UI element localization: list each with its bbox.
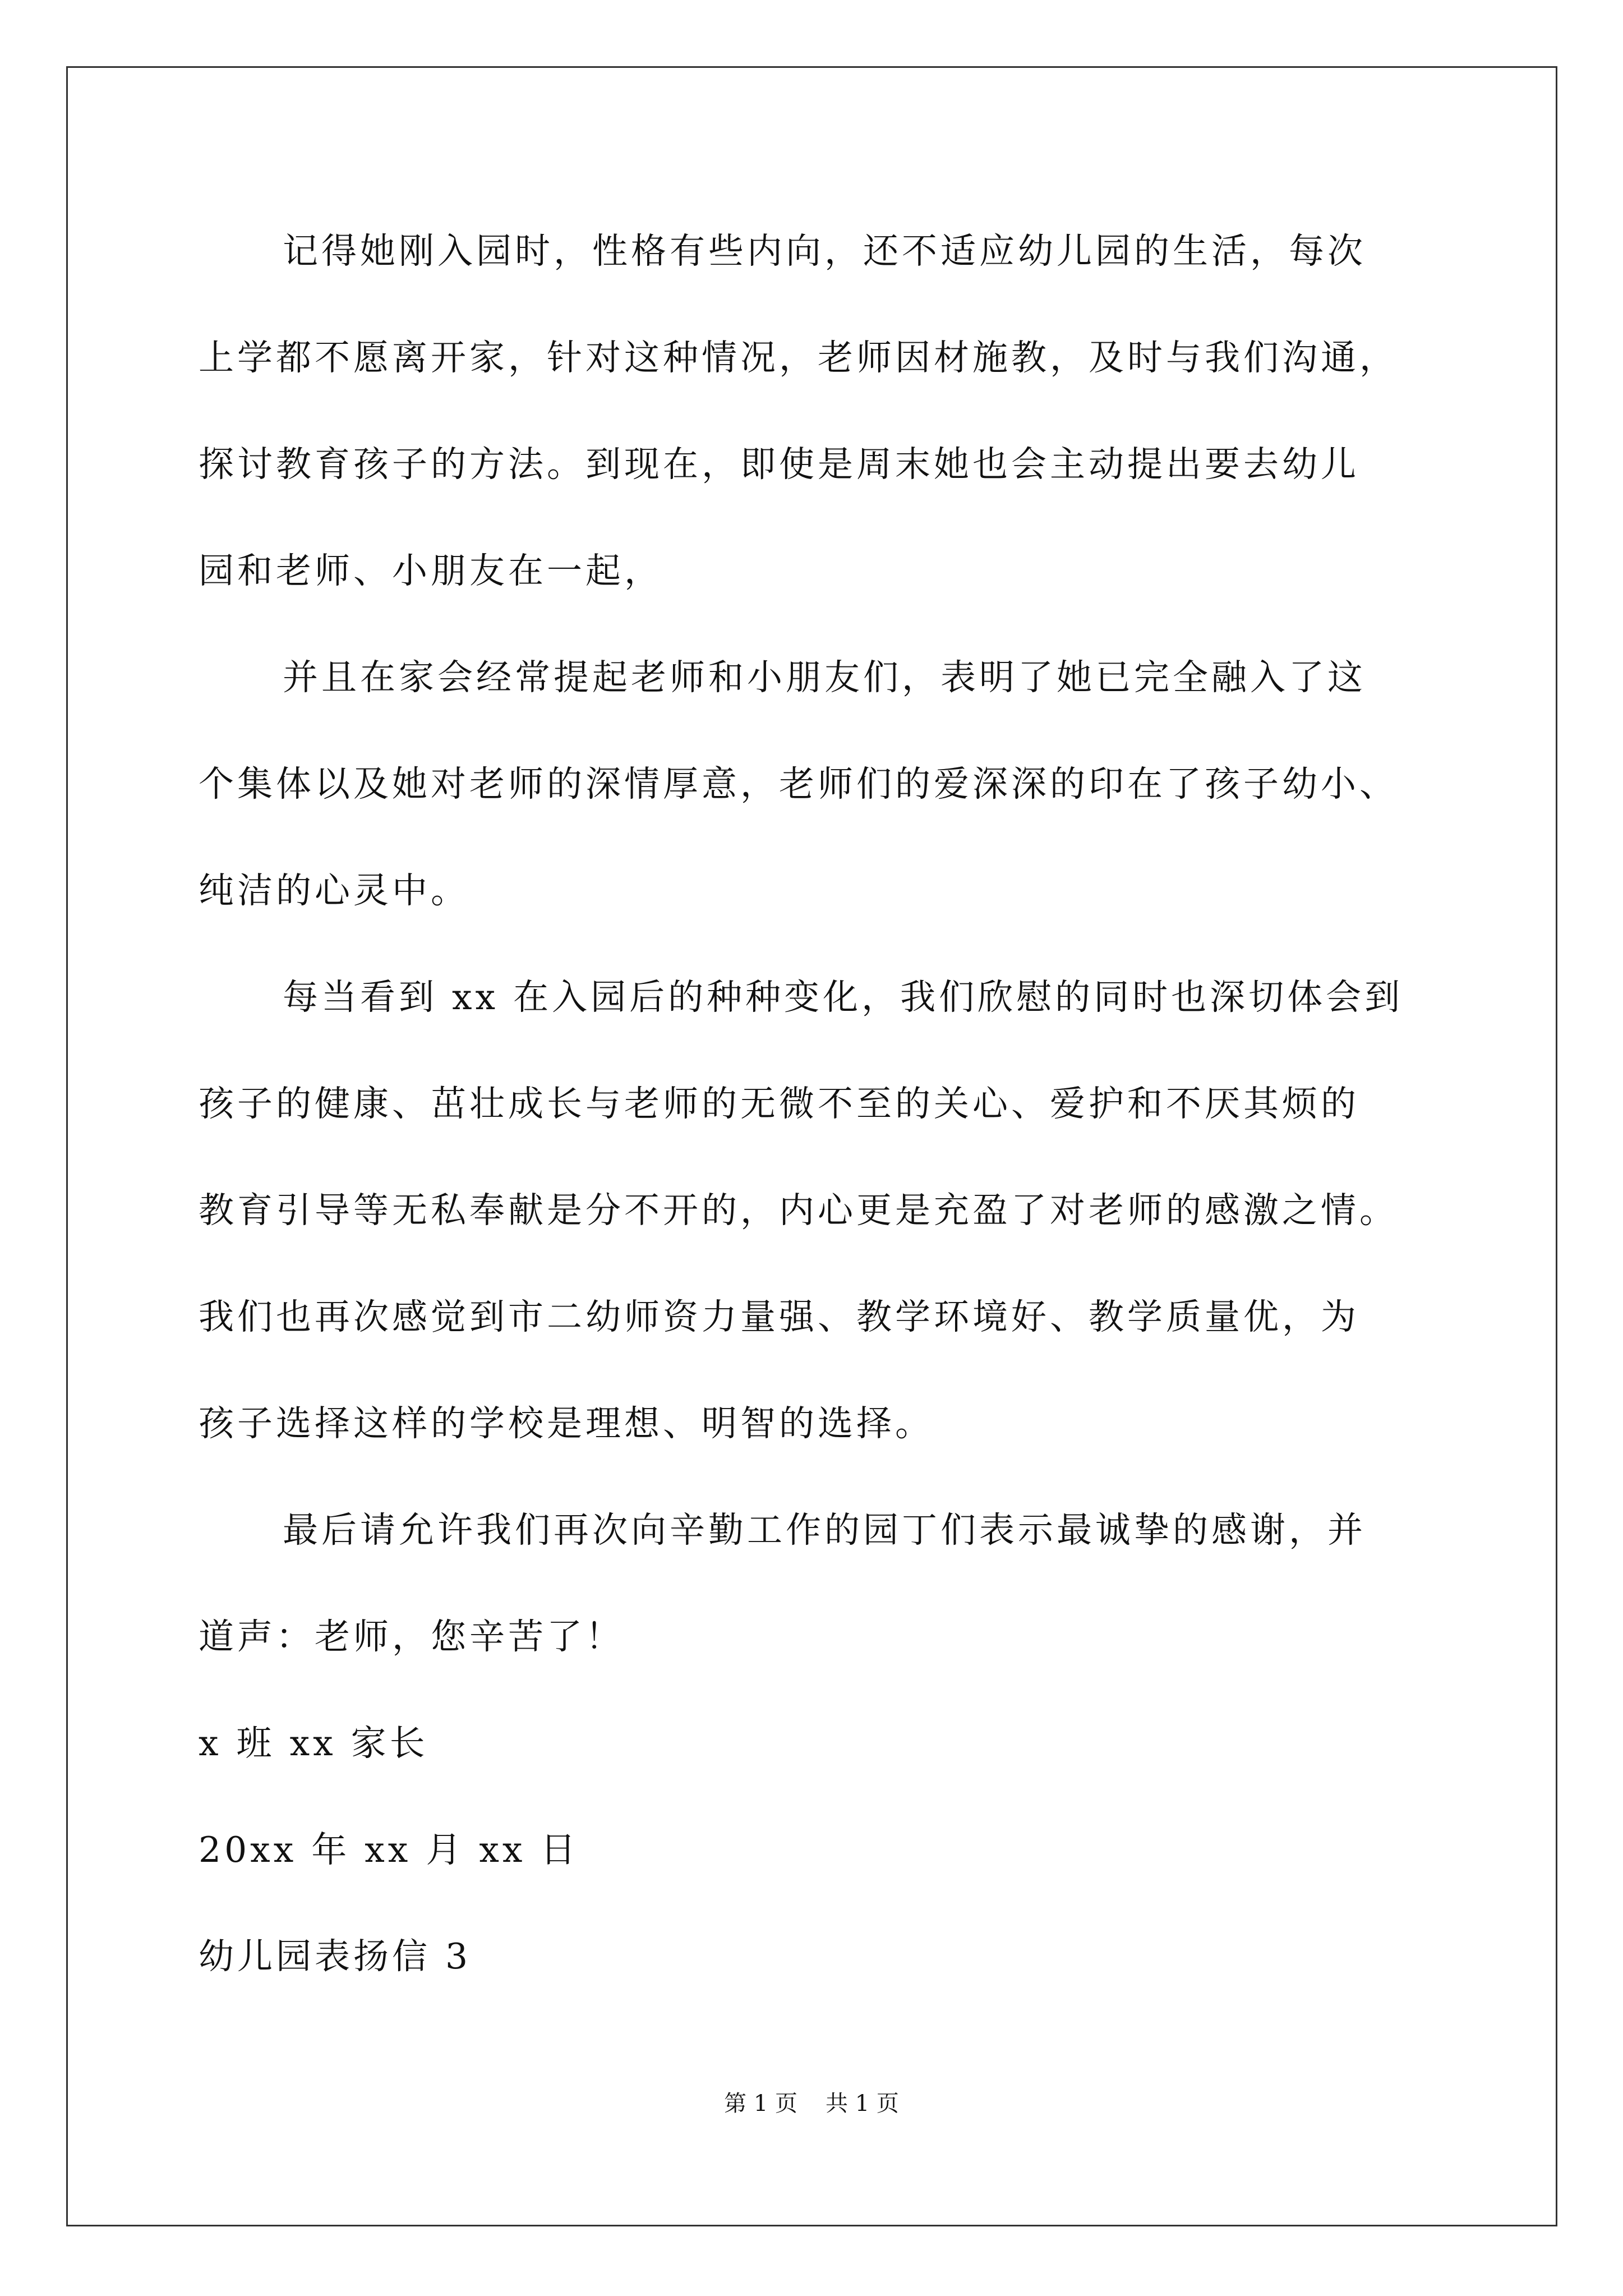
paragraph-1-line-3: 探讨教育孩子的方法。到现在，即使是周末她也会主动提出要去幼儿 [199, 444, 1359, 485]
paragraph-2-line-3: 纯洁的心灵中。 [199, 870, 469, 911]
paragraph-4-line-1: 最后请允许我们再次向辛勤工作的园丁们表示最诚挚的感谢，并 [283, 1510, 1366, 1550]
paragraph-3-line-2: 孩子的健康、茁壮成长与老师的无微不至的关心、爱护和不厌其烦的 [199, 1083, 1359, 1124]
page-number: 第 1 页 [724, 2091, 797, 2116]
paragraph-3-line-1: 每当看到 xx 在入园后的种种变化，我们欣慰的同时也深切体会到 [283, 977, 1404, 1018]
paragraph-1-line-4: 园和老师、小朋友在一起， [199, 550, 663, 591]
paragraph-1-line-2: 上学都不愿离开家，针对这种情况，老师因材施教，及时与我们沟通， [199, 337, 1398, 378]
paragraph-4-line-2: 道声：老师，您辛苦了！ [199, 1616, 624, 1657]
paragraph-1-line-1: 记得她刚入园时，性格有些内向，还不适应幼儿园的生活，每次 [283, 231, 1366, 272]
signature-line: x 班 xx 家长 [199, 1723, 428, 1764]
paragraph-3-line-4: 我们也再次感觉到市二幼师资力量强、教学环境好、教学质量优，为 [199, 1296, 1359, 1337]
date-line: 20xx 年 xx 月 xx 日 [199, 1829, 579, 1870]
section-heading: 幼儿园表扬信 3 [199, 1936, 472, 1977]
page-footer [0, 2087, 1623, 2120]
page-total: 共 1 页 [826, 2091, 899, 2116]
paragraph-2-line-1: 并且在家会经常提起老师和小朋友们，表明了她已完全融入了这 [283, 657, 1366, 698]
paragraph-3-line-5: 孩子选择这样的学校是理想、明智的选择。 [199, 1403, 934, 1444]
paragraph-2-line-2: 个集体以及她对老师的深情厚意，老师们的爱深深的印在了孩子幼小、 [199, 763, 1398, 804]
letter-body [199, 223, 1441, 2035]
paragraph-3-line-3: 教育引导等无私奉献是分不开的，内心更是充盈了对老师的感激之情。 [199, 1190, 1398, 1231]
